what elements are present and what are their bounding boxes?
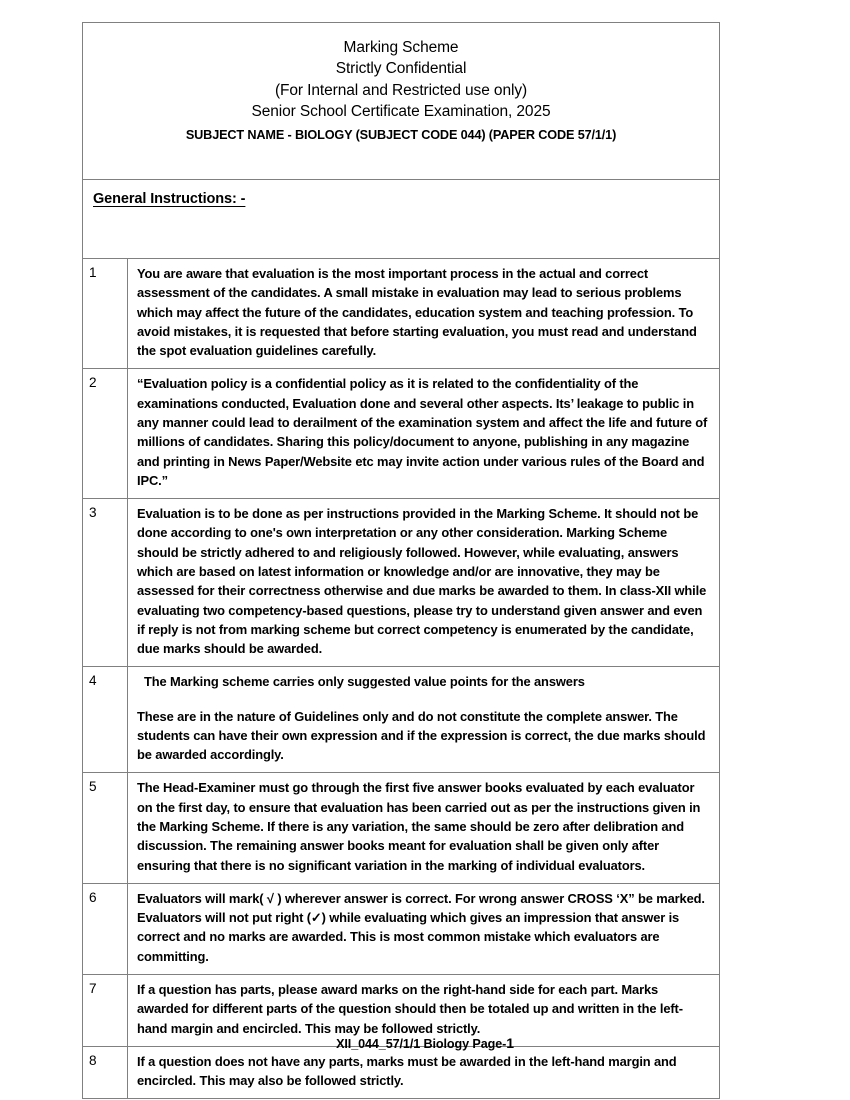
instruction-text-cell bbox=[128, 1046, 720, 1099]
general-instructions-title: General Instructions: - bbox=[93, 191, 246, 207]
instruction-paragraph: You are aware that evaluation is the most important process in the actual and correct assessment of the candidates. A small mistake in evaluation may lead to serious problems which may affect the future of the candidates, education system and teaching profession. To avoid mistakes, it is requested that before starting evaluation, you must read and understand the spot evaluation guidelines carefully. bbox=[137, 266, 697, 359]
instruction-text-cell bbox=[128, 667, 720, 773]
instruction-paragraph: If a question has parts, please award marks on the right-hand side for each part. Marks awarded for different parts of the question should then be totaled up and written in the left-hand margin and encircled. This may be followed strictly. bbox=[137, 982, 683, 1036]
footer-label: XII_044_57/1/1 Biology Page- bbox=[336, 1037, 507, 1051]
instruction-paragraph: If a question does not have any parts, marks must be awarded in the left-hand margin and encircled. This may also be followed strictly. bbox=[137, 1053, 677, 1089]
instruction-number: 4 bbox=[83, 667, 128, 773]
instruction-row bbox=[83, 773, 720, 883]
instruction-text-cell bbox=[128, 259, 720, 369]
header-cell bbox=[83, 23, 720, 180]
instruction-row bbox=[83, 667, 720, 773]
instruction-row bbox=[83, 369, 720, 499]
instruction-row bbox=[83, 1046, 720, 1099]
general-instructions-row bbox=[83, 180, 720, 259]
page-footer bbox=[0, 1035, 850, 1051]
instruction-number: 8 bbox=[83, 1046, 128, 1099]
instruction-number: 5 bbox=[83, 773, 128, 883]
instruction-text-cell bbox=[128, 369, 720, 499]
instruction-paragraph: Evaluators will mark( √ ) wherever answer is correct. For wrong answer CROSS ‘X” be marked. Evaluators will not put right (✓) while evaluating which gives an impression that answer is correct and no marks are awarded. This is most common mistake which evaluators are committing. bbox=[137, 890, 705, 964]
instruction-row bbox=[83, 259, 720, 369]
instruction-paragraph: “Evaluation policy is a confidential policy as it is related to the confidentiality of the examinations conducted, Evaluation done and several other aspects. Its’ leakage to public in any manner could lead to derailment of the examination system and affect the life and future of millions of candidates. Sharing this policy/document to anyone, publishing in any magazine and printing in News Paper/Website etc may invite action under various rules of the Board and IPC.” bbox=[137, 376, 708, 488]
instruction-paragraph: Evaluation is to be done as per instructions provided in the Marking Scheme. It should not be done according to one's own interpretation or any other consideration. Marking Scheme should be strictly adhered to and religiously followed. However, while evaluating, answers which are based on latest information or knowledge and/or are innovative, they may be assessed for their correctness otherwise and due marks be awarded to them. In class-XII while evaluating two competency-based questions, please try to understand given answer and even if reply is not from marking scheme but correct competency is enumerated by the candidate, due marks should be awarded. bbox=[137, 506, 707, 657]
instruction-number: 1 bbox=[83, 259, 128, 369]
header-subject-line: SUBJECT NAME - BIOLOGY (SUBJECT CODE 044) (PAPER CODE 57/1/1) bbox=[185, 127, 617, 142]
header-line-strictly-confidential: Strictly Confidential bbox=[335, 60, 467, 78]
header-line-examination: Senior School Certificate Examination, 2025 bbox=[251, 103, 551, 121]
instruction-text-cell bbox=[128, 499, 720, 667]
instruction-number: 3 bbox=[83, 499, 128, 667]
instruction-paragraph: These are in the nature of Guidelines only and do not constitute the complete answer. The students can have their own expression and if the expression is correct, the due marks should be awarded accordingly. bbox=[137, 708, 706, 763]
instruction-number: 6 bbox=[83, 883, 128, 974]
instruction-number: 7 bbox=[83, 975, 128, 1047]
instruction-row bbox=[83, 499, 720, 667]
marking-scheme-table bbox=[82, 22, 720, 1099]
instruction-paragraph: The Marking scheme carries only suggested value points for the answers bbox=[144, 674, 585, 690]
header-line-internal-use: (For Internal and Restricted use only) bbox=[274, 81, 528, 99]
instruction-number: 2 bbox=[83, 369, 128, 499]
instruction-row bbox=[83, 883, 720, 974]
header-line-marking-scheme: Marking Scheme bbox=[343, 39, 459, 56]
instruction-paragraph: The Head-Examiner must go through the first five answer books evaluated by each evaluator on the first day, to ensure that evaluation has been carried out as per the instructions given in the Marking Scheme. If there is any variation, the same should be zero after delibration and discussion. The remaining answer books meant for evaluation shall be given only after ensuring that there is no significant variation in the marking of individual evaluators. bbox=[137, 780, 701, 873]
header-row bbox=[83, 23, 720, 180]
instruction-text-cell bbox=[128, 883, 720, 974]
general-instructions-cell bbox=[83, 180, 720, 259]
footer-page-number: 1 bbox=[506, 1035, 514, 1051]
instruction-text-cell bbox=[128, 773, 720, 883]
